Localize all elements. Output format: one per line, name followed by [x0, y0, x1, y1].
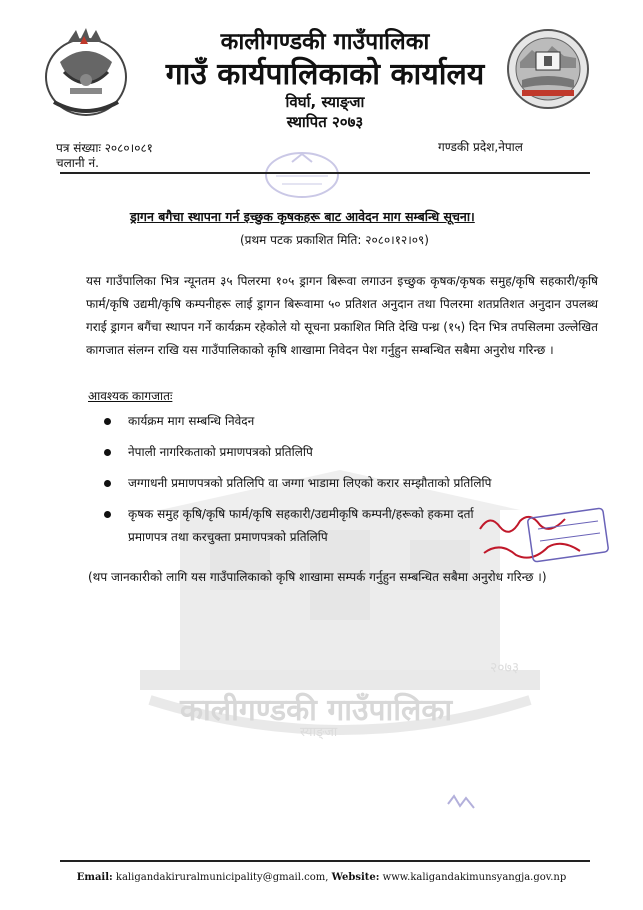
- office-title: गाउँ कार्यपालिकाको कार्यालय: [165, 57, 485, 92]
- website-label: Website:: [331, 872, 380, 883]
- list-item: कार्यक्रम माग सम्बन्धि निवेदन: [100, 410, 600, 433]
- notice-body: यस गाउँपालिका भित्र न्यूनतम ३५ पिलरमा १०५ ड्रागन बिरूवा लगाउन इच्छुक कृषक/कृषक समुह/कृषि सहकारी/कृषि फार्म/कृषि उद्यमी/कृषि कम्पनीहरू लाई ड्रागन बिरूवामा ५० प्रतिशत अनुदान तथा पिलरमा शतप्रतिशत अनुदान उपलब्ध गराई ड्रागन बगैंचा स्थापन गर्ने कार्यक्रम रहेकोले यो सूचना प्रकाशित मिति देखि पन्ध्र (१५) दिन भित्र तपसिलमा उल्लेखित कागजात संलग्न राखि यस गाउँपालिकाको कृषि शाखामा निवेदन पेश गर्नुहुन सम्बन्धित सबैमा अनुरोध गरिन्छ ।: [86, 274, 598, 357]
- footer-divider: [60, 860, 590, 862]
- watermark-year: २०७३: [490, 660, 520, 676]
- bullet-icon: [104, 418, 111, 425]
- dispatch-number: चलानी नं.: [56, 156, 99, 170]
- province-name: गण्डकी प्रदेश,नेपाल: [438, 140, 523, 154]
- header-divider: [60, 172, 590, 174]
- list-item: नेपाली नागरिकताको प्रमाणपत्रको प्रतिलिपि: [100, 441, 600, 464]
- notice-subject: ड्रागन बगैचा स्थापना गर्न इच्छुक कृषकहरू बाट आवेदन माग सम्बन्धि सूचना।: [130, 209, 475, 224]
- closing-note: (थप जानकारीको लागि यस गाउँपालिकाको कृषि शाखामा सम्पर्क गर्नुहुन सम्बन्धित सबैमा अनुरोध गरिन्छ ।): [88, 570, 547, 584]
- nepal-emblem-icon: [40, 22, 132, 122]
- faint-stamp-icon: [446, 792, 476, 814]
- watermark-text: कालीगण्डकी गाउँपालिका: [180, 693, 453, 728]
- bullet-icon: [104, 511, 111, 518]
- list-item: कृषक समुह कृषि/कृषि फार्म/कृषि सहकारी/उद्यमीकृषि कम्पनी/हरूको हकमा दर्ता प्रमाणपत्र तथा करचुक्ता प्रमाणपत्रको प्रतिलिपि: [100, 503, 600, 549]
- email-address: kaligandakiruralmunicipality@gmail.com,: [115, 872, 329, 883]
- office-address: विर्घा, स्याङ्जा: [285, 93, 365, 111]
- office-stamp-icon: [262, 150, 342, 200]
- watermark-subtext: स्याङ्जा: [300, 725, 338, 740]
- established-year: स्थापित २०७३: [286, 113, 364, 131]
- footer-contact: [0, 872, 643, 883]
- letter-number: पत्र संख्याः २०८०।०८१: [56, 141, 153, 155]
- email-label: Email:: [76, 872, 113, 883]
- municipality-name: कालीगण्डकी गाउँपालिका: [220, 29, 430, 55]
- bullet-icon: [104, 449, 111, 456]
- list-item: जग्गाधनी प्रमाणपत्रको प्रतिलिपि वा जग्गा भाडामा लिएको करार सम्झौताको प्रतिलिपि: [100, 472, 600, 495]
- signature-icon: [470, 505, 610, 570]
- bullet-icon: [104, 480, 111, 487]
- municipality-logo-icon: [506, 28, 590, 110]
- publication-date: (प्रथम पटक प्रकाशित मिति: २०८०।१२।०९): [240, 233, 429, 247]
- requirements-title: आवश्यक कागजातः: [88, 389, 173, 403]
- website-url: www.kaligandakimunsyangja.gov.np: [382, 872, 567, 883]
